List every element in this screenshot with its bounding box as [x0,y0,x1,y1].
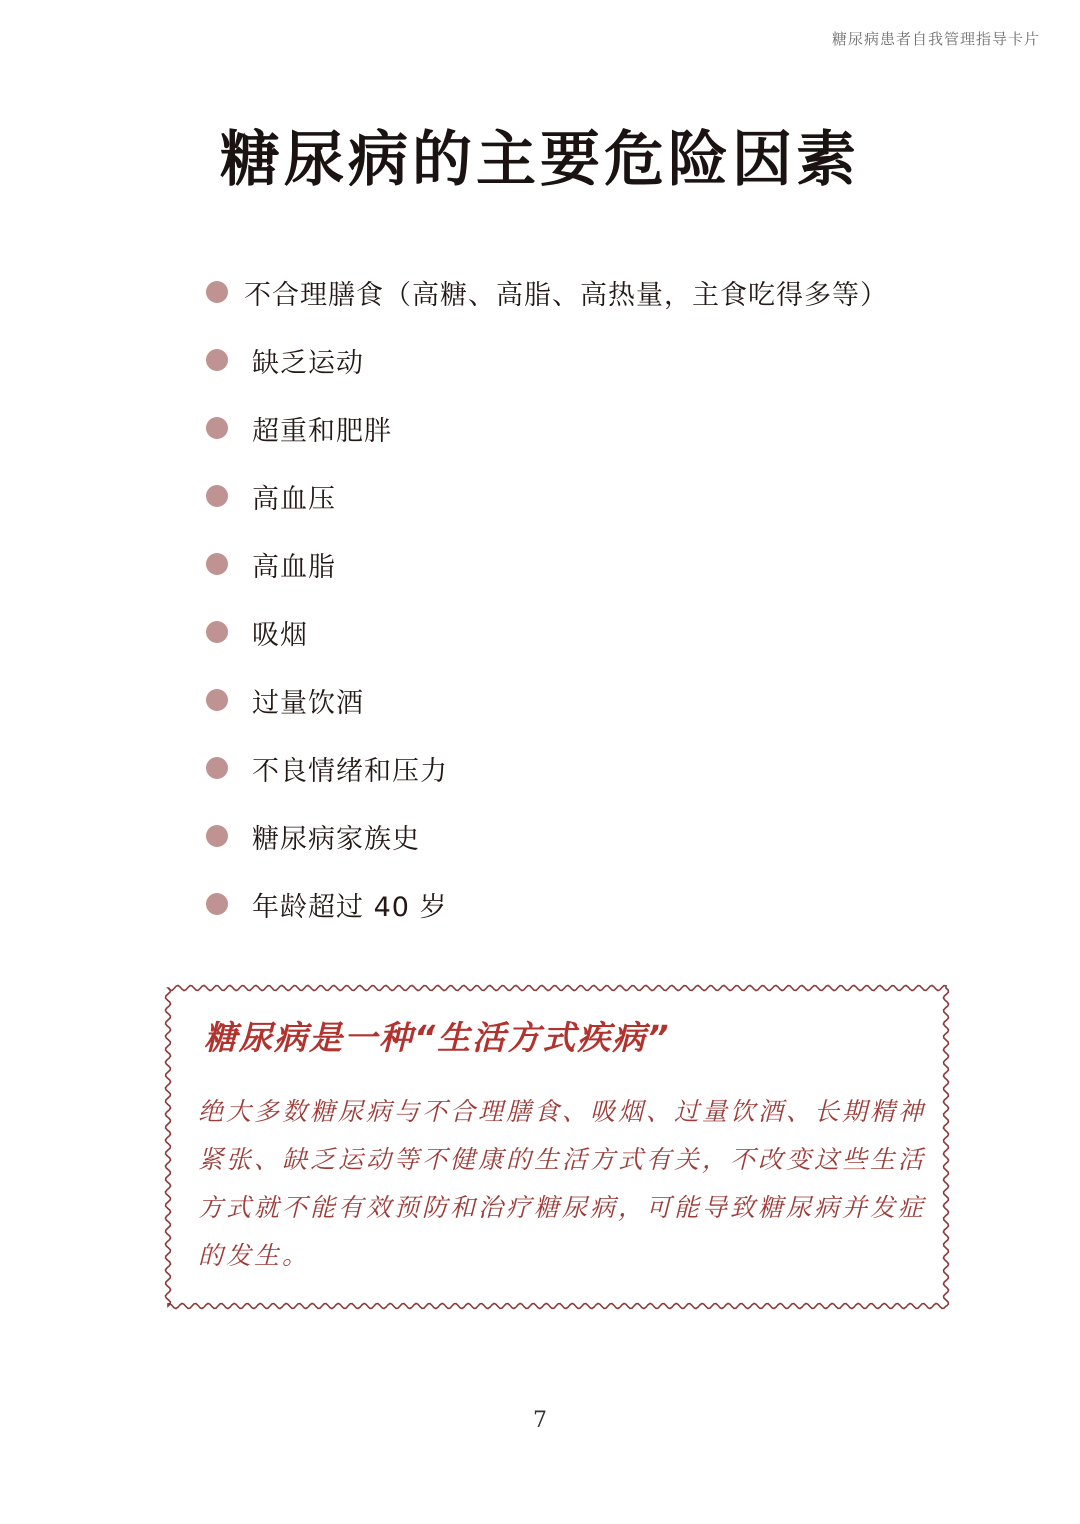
list-item [206,734,888,802]
bullet-dot-icon [206,553,228,575]
list-item [206,598,888,666]
bullet-dot-icon [206,417,228,439]
list-item [206,870,888,938]
header-series-title: 糖尿病患者自我管理指导卡片 [831,30,1040,48]
list-item [206,326,888,394]
list-item [206,394,888,462]
list-item [206,462,888,530]
page-number: 7 [533,1408,547,1433]
page-title: 糖尿病的主要危险因素 [220,125,860,195]
bullet-dot-icon [206,893,228,915]
lifestyle-disease-callout [164,984,950,1310]
risk-factor-label: 年龄超过 40 岁 [252,891,448,923]
bullet-dot-icon [206,621,228,643]
risk-factor-label: 吸烟 [252,619,308,651]
list-item [206,530,888,598]
risk-factor-label: 高血压 [252,483,336,515]
callout-title: 糖尿病是一种“生活方式疾病” [204,1018,671,1057]
risk-factor-list [206,258,888,938]
risk-factor-label: 不合理膳食（高糖、高脂、高热量，主食吃得多等） [244,279,888,311]
bullet-dot-icon [206,689,228,711]
risk-factor-label: 过量饮酒 [252,687,364,719]
risk-factor-label: 不良情绪和压力 [252,755,448,787]
risk-factor-label: 高血脂 [252,551,336,583]
bullet-dot-icon [206,281,228,303]
list-item [206,258,888,326]
risk-factor-label: 糖尿病家族史 [252,823,420,855]
risk-factor-label: 超重和肥胖 [252,415,392,447]
bullet-dot-icon [206,485,228,507]
list-item [206,666,888,734]
callout-body: 绝大多数糖尿病与不合理膳食、吸烟、过量饮酒、长期精神紧张、缺乏运动等不健康的生活方式有关，不改变这些生活方式就不能有效预防和治疗糖尿病，可能导致糖尿病并发症的发生。 [198,1097,927,1270]
list-item [206,802,888,870]
risk-factor-label: 缺乏运动 [252,347,364,379]
bullet-dot-icon [206,349,228,371]
bullet-dot-icon [206,825,228,847]
bullet-dot-icon [206,757,228,779]
